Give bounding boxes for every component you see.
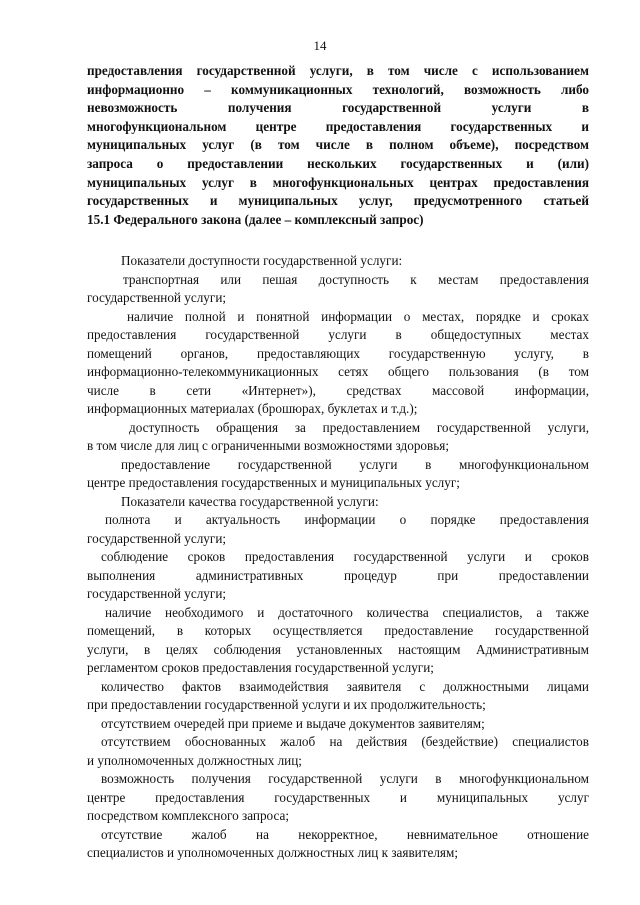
text-line: отсутствие жалоб на некорректное, невнимательное отношение xyxy=(101,826,589,842)
text-line: Показатели доступности государственной услуги: xyxy=(121,253,403,268)
text-line: при предоставлении государственной услуги и их продолжительность; xyxy=(87,697,486,712)
heading-line: муниципальных услуг в многофункциональных центрах предоставления xyxy=(87,174,589,190)
text-line: помещений органов, предоставляющих государственную услугу, в xyxy=(87,345,589,361)
text-line: посредством комплексного запроса; xyxy=(87,808,290,823)
heading-line: предоставления государственной услуги, в том числе с использованием xyxy=(87,63,589,78)
heading-line: многофункциональном центре предоставления государственных и xyxy=(87,118,589,134)
text-line: в том числе для лиц с ограниченными возможностями здоровья; xyxy=(87,438,449,453)
heading-line: муниципальных услуг (в том числе в полном объеме), посредством xyxy=(87,137,589,153)
text-line: специалистов и уполномоченных должностных лиц к заявителям; xyxy=(87,845,459,860)
text-line: наличие полной и понятной информации о местах, порядке и сроках xyxy=(127,308,589,324)
text-line: государственной услуги; xyxy=(87,586,227,601)
heading-line: 15.1 Федерального закона (далее – комплексный запрос) xyxy=(87,211,424,227)
text-line: предоставления государственной услуги в общедоступных местах xyxy=(87,327,589,342)
text-line: количество фактов взаимодействия заявителя с должностными лицами xyxy=(101,678,589,694)
text-line: числе в сети «Интернет»), средствах массовой информации, xyxy=(87,382,589,398)
heading-line: государственных и муниципальных услуг, предусмотренного статьей xyxy=(87,193,589,209)
text-line: отсутствием обоснованных жалоб на действия (бездействие) специалистов xyxy=(101,734,589,749)
text-line: наличие необходимого и достаточного количества специалистов, а также xyxy=(105,604,589,620)
text-line: отсутствием очередей при приеме и выдаче документов заявителям; xyxy=(101,715,485,731)
text-line: центре предоставления государственных и муниципальных услуг; xyxy=(87,475,460,490)
text-line: услуги, в целях соблюдения установленных настоящим Административным xyxy=(87,641,589,657)
text-line: центре предоставления государственных и муниципальных услуг xyxy=(87,789,589,805)
text-line: соблюдение сроков предоставления государственной услуги и сроков xyxy=(101,549,589,564)
page-number: 14 xyxy=(313,38,327,53)
text-line: информационно-телекоммуникационных сетях общего пользования (в том xyxy=(87,364,589,379)
text-line: полнота и актуальность информации о порядке предоставления xyxy=(105,512,589,527)
text-line: государственной услуги; xyxy=(87,530,227,546)
text-line: государственной услуги; xyxy=(87,290,227,305)
text-line: предоставление государственной услуги в многофункциональном xyxy=(121,456,589,472)
heading-line: невозможность получения государственной услуги в xyxy=(87,100,589,116)
text-line: помещений, в которых осуществляется предоставление государственной xyxy=(87,623,589,638)
section-body xyxy=(87,252,589,863)
heading-line: запроса о предоставлении нескольких государственных и (или) xyxy=(87,155,589,171)
text-line: транспортная или пешая доступность к местам предоставления xyxy=(123,271,589,287)
text-line: регламентом сроков предоставления государственной услуги; xyxy=(87,660,434,675)
text-line: возможность получения государственной услуги в многофункциональном xyxy=(101,771,589,786)
text-line: доступность обращения за предоставлением государственной услуги, xyxy=(129,419,589,435)
heading-line: информационно – коммуникационных технологий, возможность либо xyxy=(87,81,589,97)
section-heading xyxy=(87,62,589,229)
text-line: информационных материалах (брошюрах, буклетах и т.д.); xyxy=(87,401,418,416)
text-line: и уполномоченных должностных лиц; xyxy=(87,752,302,768)
text-line: выполнения административных процедур при предоставлении xyxy=(87,567,589,583)
text-line: Показатели качества государственной услуги: xyxy=(121,493,379,509)
